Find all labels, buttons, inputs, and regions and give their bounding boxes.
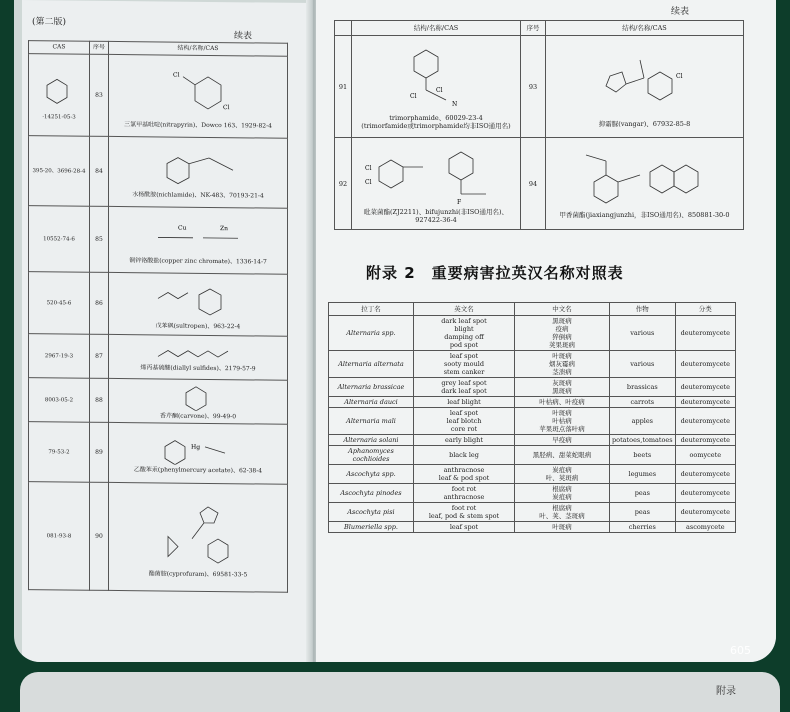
english-name-line: leaf spot (416, 352, 512, 360)
chinese-name-line: 根腐病 (517, 504, 607, 512)
english-name-line: foot rot (416, 485, 512, 493)
compound-name: 抑霜脲(vangar)、67932-85-8 (546, 120, 743, 128)
row-structure (109, 334, 288, 380)
classification (675, 351, 735, 378)
latin-name-line: Alternaria spp. (331, 329, 411, 337)
chinese-name-line: 炭疽病 (517, 493, 607, 501)
compound-name: 戊苯砜(sultropen)、963-22-4 (156, 322, 241, 330)
chinese-name-line: 黑斑病 (517, 317, 607, 325)
col-crop: 作物 (610, 303, 676, 316)
chinese-name (515, 351, 610, 378)
row-structure (109, 422, 288, 484)
molecule-structure (376, 46, 496, 112)
row-structure (109, 136, 288, 208)
compound-name: 香芹酮(carvone)、99-49-0 (160, 412, 236, 420)
table-row (29, 334, 288, 381)
col-english: 英文名 (414, 303, 515, 316)
chinese-name-line: 叶、荚、茎斑病 (517, 512, 607, 520)
crop-name (610, 484, 676, 503)
molecule-structure (153, 434, 243, 465)
english-name (414, 484, 515, 503)
classification-line: deuteromycete (678, 470, 733, 478)
english-name-line: leaf spot (416, 523, 512, 531)
molecule-structure (168, 384, 228, 411)
disease-name-table (328, 302, 736, 533)
molecule-structure (148, 498, 248, 569)
row-number: 89 (90, 422, 109, 482)
table-row (29, 136, 288, 209)
compound-name: 酯菌胺(cyprofuram)、69581-33-5 (149, 570, 248, 578)
classification (675, 435, 735, 446)
svg-text:Cl: Cl (173, 72, 180, 79)
cas-fragment: 79-53-2 (48, 449, 69, 455)
compound-name: 甲香菌酯(jiaxiangjunzhi，非ISO通用名)、850881-30-0 (546, 211, 743, 219)
molecule-fragment (39, 71, 79, 111)
row-fragment (29, 136, 90, 207)
english-name-line: leaf blotch (416, 417, 512, 425)
crop-name (610, 435, 676, 446)
compound-name: 乙酸苯汞(phenylmercury acetate)、62-38-4 (134, 466, 262, 474)
crop-name-line: beets (612, 451, 673, 459)
row-number: 83 (90, 54, 109, 136)
row-structure (352, 138, 521, 230)
table-row (335, 36, 744, 138)
svg-text:Cl: Cl (365, 179, 372, 186)
crop-name (610, 446, 676, 465)
crop-name (610, 503, 676, 522)
english-name-line: leaf, pod & stem spot (416, 512, 512, 520)
classification (675, 408, 735, 435)
row-number: 94 (521, 138, 546, 230)
crop-name-line: cherries (612, 523, 673, 531)
chinese-name-line: 早疫病 (517, 436, 607, 444)
left-col-no: 序号 (90, 41, 109, 54)
classification-line: deuteromycete (678, 398, 733, 406)
chinese-name (515, 446, 610, 465)
table-row (329, 435, 736, 446)
english-name-line: sooty mould (416, 360, 512, 368)
english-name-line: dark leaf spot (416, 387, 512, 395)
chinese-name (515, 484, 610, 503)
compound-name: 水杨酰胺(nichlamide)、NK-483、70193-21-4 (132, 191, 264, 199)
english-name-line: foot rot (416, 504, 512, 512)
latin-name-line: Alternaria mali (331, 417, 411, 425)
english-name (414, 316, 515, 351)
latin-name (329, 351, 414, 378)
cas-fragment: 2967-19-3 (45, 353, 73, 359)
left-structure-table (28, 40, 288, 593)
row-fragment (29, 334, 90, 379)
compound-name: 吡菜菌酯(ZJ2211)、bifujunzhi(非ISO通用名)、 (352, 208, 520, 216)
table-row (329, 465, 736, 484)
cas-fragment: 395-20、3696-28-4 (32, 168, 85, 175)
right-structure-table (334, 20, 744, 230)
latin-name-line: Alternaria dauci (331, 398, 411, 406)
cas-fragment: 081-93-8 (47, 533, 72, 539)
classification-line: oomycete (678, 451, 733, 459)
chinese-name-line: 苹果斑点落叶病 (517, 425, 607, 433)
crop-name-line: brassicas (612, 383, 673, 391)
chinese-name-line: 炭疽病 (517, 466, 607, 474)
row-structure (546, 138, 744, 230)
english-name (414, 446, 515, 465)
right-page (316, 0, 776, 662)
chinese-name-line: 叶枯病 (517, 417, 607, 425)
svg-text:Hg: Hg (191, 443, 200, 450)
row-number: 88 (90, 378, 109, 422)
table-row (329, 351, 736, 378)
english-name (414, 408, 515, 435)
row-number: 87 (90, 334, 109, 378)
english-name-line: stem canker (416, 368, 512, 376)
row-fragment (29, 482, 90, 591)
table-row (29, 482, 288, 593)
row-number: 92 (335, 138, 352, 230)
row-structure (546, 36, 744, 138)
crop-name-line: legumes (612, 470, 673, 478)
molecule-structure (148, 280, 248, 321)
english-name (414, 522, 515, 533)
row-number: 91 (335, 36, 352, 138)
next-spread-peek (20, 672, 780, 712)
crop-name (610, 351, 676, 378)
compound-cas: 927422-36-4 (352, 216, 520, 224)
chinese-name-line: 茎溃病 (517, 368, 607, 376)
classification (675, 503, 735, 522)
chinese-name-line: 烟灰霉病 (517, 360, 607, 368)
classification (675, 522, 735, 533)
right-col-struct-2: 结构/名称/CAS (546, 21, 744, 36)
chinese-name-line: 叶斑病 (517, 352, 607, 360)
latin-name-line: Alternaria solani (331, 436, 411, 444)
classification-line: deuteromycete (678, 329, 733, 337)
compound-name: trimorphamide、60029-23-4 (352, 114, 520, 122)
chinese-name-line: 叶斑病 (517, 523, 607, 531)
cas-fragment: 8003-05-2 (45, 397, 73, 403)
row-number: 84 (90, 136, 109, 206)
svg-text:Cl: Cl (223, 104, 230, 111)
english-name (414, 378, 515, 397)
chinese-name (515, 503, 610, 522)
chinese-name (515, 435, 610, 446)
table-row (329, 522, 736, 533)
table-row (29, 378, 288, 425)
crop-name-line: peas (612, 489, 673, 497)
table-row (29, 272, 288, 337)
english-name-line: dark leaf spot (416, 317, 512, 325)
latin-name (329, 465, 414, 484)
classification (675, 446, 735, 465)
svg-text:Cl: Cl (676, 73, 683, 80)
row-structure (109, 378, 288, 424)
latin-name-line: Blumeriella spp. (331, 523, 411, 531)
latin-name-line: Aphanomyces cochlioides (331, 447, 411, 463)
compound-note: (trimorfamide或trimorphamide均非ISO通用名) (352, 122, 520, 130)
crop-name-line: various (612, 329, 673, 337)
classification (675, 465, 735, 484)
left-continued-label: 续表 (234, 32, 252, 41)
row-structure (109, 54, 288, 138)
row-fragment (29, 272, 90, 335)
english-name (414, 503, 515, 522)
table-row (329, 397, 736, 408)
latin-name-line: Ascochyta pinodes (331, 489, 411, 497)
english-name-line: early blight (416, 436, 512, 444)
compound-name: 铜锌铬酸盐(copper zinc chromate)、1336-14-7 (129, 257, 267, 265)
crop-name (610, 465, 676, 484)
col-latin: 拉丁名 (329, 303, 414, 316)
table-row (329, 484, 736, 503)
english-name-line: core rot (416, 425, 512, 433)
row-number: 85 (90, 206, 109, 272)
classification-line: deuteromycete (678, 360, 733, 368)
latin-name (329, 435, 414, 446)
left-col-cas: CAS (29, 41, 90, 55)
classification (675, 316, 735, 351)
left-page (22, 0, 314, 662)
chinese-name-line: 黑胫病、甜菜蛇眼病 (517, 451, 607, 459)
classification (675, 378, 735, 397)
chinese-name-line: 根腐病 (517, 485, 607, 493)
english-name (414, 435, 515, 446)
molecule-structure (148, 344, 248, 363)
latin-name (329, 397, 414, 408)
row-structure (109, 206, 288, 274)
chinese-name-line: 黑斑病 (517, 387, 607, 395)
cas-fragment: ·14251-05-3 (42, 114, 75, 120)
right-col-struct-1: 结构/名称/CAS (352, 21, 521, 36)
chinese-name (515, 397, 610, 408)
english-name-line: leaf & pod spot (416, 474, 512, 482)
col-chinese: 中文名 (515, 303, 610, 316)
svg-text:F: F (457, 199, 461, 206)
crop-name-line: apples (612, 417, 673, 425)
svg-text:Cl: Cl (365, 165, 372, 172)
row-number: 86 (90, 272, 109, 334)
classification-line: deuteromycete (678, 383, 733, 391)
classification-line: deuteromycete (678, 489, 733, 497)
left-col-struct: 结构/名称/CAS (109, 41, 288, 56)
crop-name-line: peas (612, 508, 673, 516)
latin-name (329, 316, 414, 351)
molecule-structure (570, 151, 720, 209)
chinese-name (515, 465, 610, 484)
row-structure (352, 36, 521, 138)
crop-name (610, 522, 676, 533)
english-name-line: grey leaf spot (416, 379, 512, 387)
english-name-line: anthracnose (416, 493, 512, 501)
chinese-name-line: 叶枯病、叶疫病 (517, 398, 607, 406)
classification-line: deuteromycete (678, 436, 733, 444)
molecule-structure (361, 146, 511, 206)
crop-name (610, 408, 676, 435)
table-row (329, 378, 736, 397)
row-structure (109, 272, 288, 336)
right-col-no: 序号 (521, 21, 546, 36)
english-name-line: leaf blight (416, 398, 512, 406)
english-name (414, 465, 515, 484)
english-name (414, 351, 515, 378)
latin-name-line: Ascochyta spp. (331, 470, 411, 478)
table-row (329, 408, 736, 435)
english-name-line: damping off (416, 333, 512, 341)
right-continued-label: 续表 (671, 8, 689, 17)
svg-text:Cl: Cl (436, 87, 443, 94)
chinese-name-line: 叶、荚斑病 (517, 474, 607, 482)
crop-name (610, 378, 676, 397)
crop-name-line: carrots (612, 398, 673, 406)
page-number: 605 (730, 644, 751, 657)
latin-name-line: Alternaria brassicae (331, 383, 411, 391)
row-fragment (29, 206, 90, 273)
row-fragment (29, 422, 90, 483)
english-name-line: anthracnose (416, 466, 512, 474)
svg-text:Cl: Cl (410, 93, 417, 100)
english-name-line: blight (416, 325, 512, 333)
latin-name-line: Alternaria alternata (331, 360, 411, 368)
table-row (29, 54, 288, 139)
crop-name (610, 397, 676, 408)
molecule-structure (580, 48, 710, 118)
classification (675, 397, 735, 408)
crop-name-line: various (612, 360, 673, 368)
appendix-title: 附录 2 重要病害拉英汉名称对照表 (366, 262, 624, 283)
row-number: 93 (521, 36, 546, 138)
classification-line: ascomycete (678, 523, 733, 531)
latin-name (329, 484, 414, 503)
svg-text:N: N (452, 101, 457, 108)
chinese-name-line: 猝倒病 (517, 333, 607, 341)
english-name-line: pod spot (416, 341, 512, 349)
next-page-heading: 附录 (716, 682, 736, 697)
chinese-name (515, 408, 610, 435)
crop-name-line: potatoes,tomatoes (612, 436, 673, 444)
chinese-name (515, 522, 610, 533)
table-row (329, 503, 736, 522)
table-row (335, 138, 744, 230)
row-number: 90 (90, 482, 109, 590)
english-name (414, 397, 515, 408)
latin-name (329, 378, 414, 397)
molecule-structure (153, 147, 243, 190)
latin-name (329, 503, 414, 522)
chinese-name-line: 灰斑病 (517, 379, 607, 387)
latin-name (329, 446, 414, 465)
classification-line: deuteromycete (678, 417, 733, 425)
book-spread (14, 0, 776, 662)
classification (675, 484, 735, 503)
english-name-line: black leg (416, 451, 512, 459)
molecule-structure (153, 64, 243, 120)
chinese-name-line: 荚果斑病 (517, 341, 607, 349)
latin-name-line: Ascochyta pisi (331, 508, 411, 516)
classification-line: deuteromycete (678, 508, 733, 516)
row-structure (109, 482, 288, 592)
chinese-name-line: 疫病 (517, 325, 607, 333)
latin-name (329, 522, 414, 533)
molecule-structure (148, 217, 248, 256)
svg-text:Cu: Cu (178, 224, 187, 231)
row-fragment (29, 378, 90, 423)
chinese-name-line: 叶斑病 (517, 409, 607, 417)
latin-name (329, 408, 414, 435)
table-row (29, 422, 288, 485)
cas-fragment: 10552-74-6 (43, 236, 75, 242)
svg-text:Zn: Zn (220, 225, 228, 232)
table-row (29, 206, 288, 275)
cas-fragment: 520-45-6 (47, 300, 72, 306)
table-row (329, 446, 736, 465)
chinese-name (515, 378, 610, 397)
col-class: 分类 (675, 303, 735, 316)
left-running-head: (第二版) (32, 18, 66, 27)
english-name-line: leaf spot (416, 409, 512, 417)
compound-name: 烯丙基硫醚(diallyl sulfides)、2179-57-9 (140, 364, 255, 372)
table-row (329, 316, 736, 351)
chinese-name (515, 316, 610, 351)
crop-name (610, 316, 676, 351)
compound-name: 三氯甲基吡啶(nitrapyrin)、Dowco 163、1929-82-4 (124, 121, 272, 130)
row-fragment (29, 54, 90, 137)
